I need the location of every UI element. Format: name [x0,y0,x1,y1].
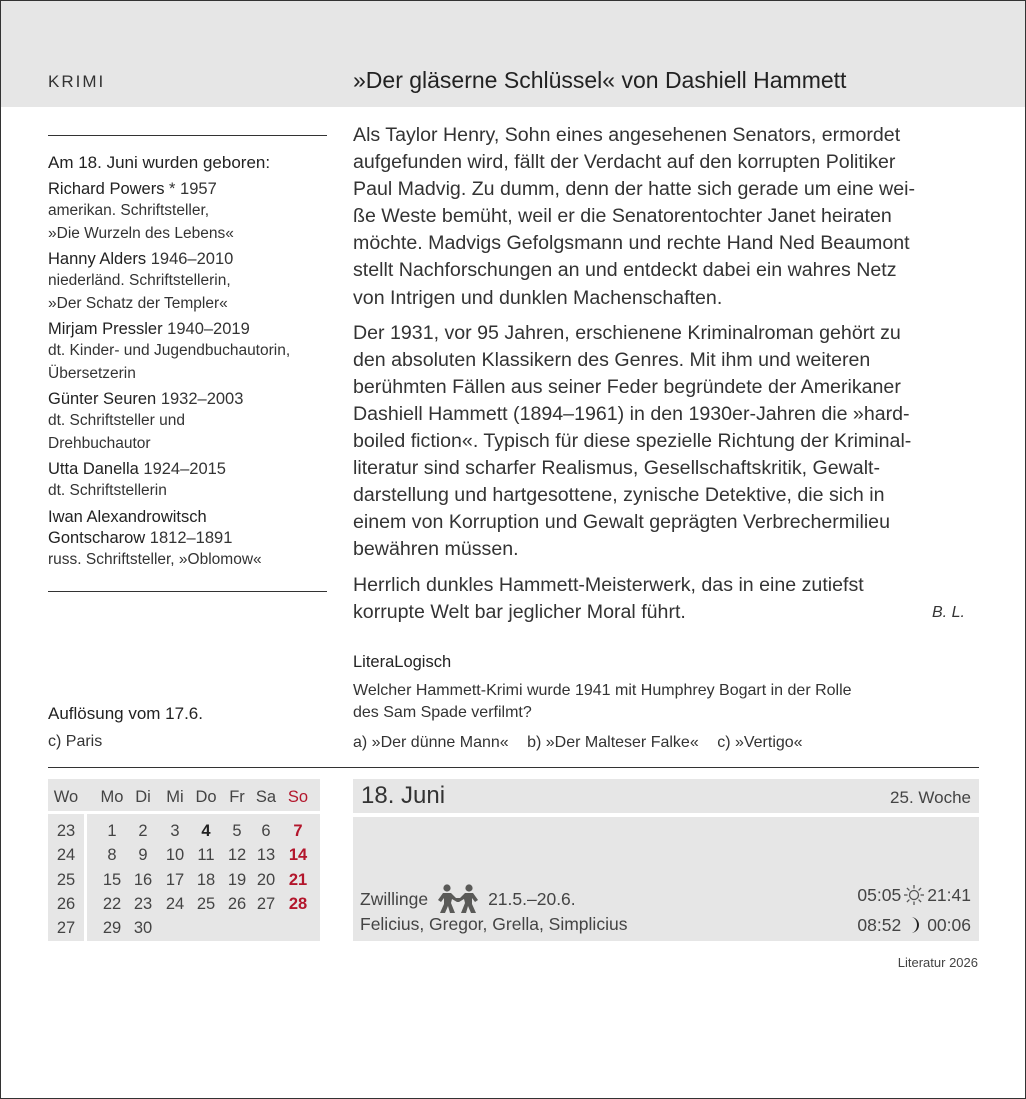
calendar-week-row [48,843,320,867]
article-line: berühmten Fällen aus seiner Feder begründete der Amerikaner [353,375,901,398]
article-line: aufgefunden wird, fällt der Verdacht auf den korrupten Politiker [353,151,896,174]
person-name: Richard Powers [48,180,165,198]
person-description: russ. Schriftsteller, »Oblomow« [48,550,262,568]
birth-entry [48,249,338,315]
article-line: boiled fiction«. Typisch für diese spezielle Richtung der Kriminal- [353,430,912,453]
zodiac-line [360,884,576,914]
quiz-question [353,680,973,724]
calendar-day: 14 [288,846,308,865]
day-details [353,817,979,941]
weekday-header: Wo [53,788,79,806]
weekday-header: Do [195,788,217,806]
calendar-week-row [48,916,320,940]
births-list [48,179,338,571]
weekday-header: Fr [229,788,245,806]
calendar-day: 8 [107,846,117,865]
births-section [48,152,338,575]
name-days: Felicius, Gregor, Grella, Simplicius [360,914,628,934]
birth-name-line [48,528,338,549]
weekday-header: Sa [255,788,277,806]
article-line: von Intrigen und dunklen Machenschaften. [353,286,723,309]
person-name: Mirjam Pressler [48,320,163,338]
month-calendar [48,779,320,941]
weekday-header: Mi [166,788,184,806]
quiz-section [353,652,973,724]
article-paragraph [353,122,983,312]
person-name: Hanny Alders [48,250,147,268]
page-title: »Der gläserne Schlüssel« von Dashiell Hammett [353,67,847,93]
calendar-day: 23 [133,894,153,913]
calendar-day: 10 [165,846,185,865]
calendar-day: 9 [138,846,148,865]
birth-entry [48,179,338,245]
person-name: Gontscharow [48,528,146,547]
birth-name-line [48,319,338,340]
article [353,122,983,634]
divider-bottom [48,591,327,592]
weekday-header: Mo [100,788,124,806]
article-line: darstellung und hartgesottene, zynische Detektive, die sich in [353,484,885,507]
divider-calendar [48,767,979,768]
article-line: Dashiell Hammett (1894–1961) in den 1930er-Jahren die »hard- [353,402,910,425]
week-number-cell: 27 [56,919,76,938]
calendar-day: 28 [288,894,308,913]
author-initials: B. L. [932,604,965,621]
article-line: bewähren müssen. [353,538,519,561]
week-number-cell: 24 [56,846,76,865]
birth-name-line [48,507,338,528]
article-line: ße Weste bemüht, weil er die Senatorentochter Janet heiraten [353,205,892,228]
calendar-day: 17 [165,870,185,889]
calendar-header-divider [48,811,320,814]
moon-times [857,914,971,936]
calendar-day: 2 [138,822,148,840]
calendar-week-row [48,819,320,843]
sunrise-time: 05:05 [857,884,902,905]
article-line: den absoluten Klassikern des Genres. Mit ihm und weiteren [353,348,871,371]
person-dates: 1940–2019 [162,320,250,338]
calendar-day: 29 [102,919,122,938]
weekday-header: So [287,788,309,806]
person-dates: 1946–2010 [146,250,234,268]
quiz-answer-c: c) »Vertigo« [717,734,803,751]
solution-value: c) Paris [48,733,103,750]
quiz-question-line: des Sam Spade verfilmt? [353,704,532,721]
quiz-question-line: Welcher Hammett-Krimi wurde 1941 mit Humphrey Bogart in der Rolle [353,682,852,699]
zodiac-range: 21.5.–20.6. [488,888,576,909]
weekday-header: Di [135,788,151,806]
article-line: Als Taylor Henry, Sohn eines angesehenen Senators, ermordet [353,124,901,146]
birth-entry [48,528,338,572]
calendar-day: 30 [133,919,153,938]
calendar-day: 27 [256,894,276,913]
footer-label: Literatur 2026 [897,955,978,970]
week-number-cell: 25 [56,870,76,889]
article-paragraph [353,572,983,626]
week-number: 25. Woche [890,788,971,807]
moonset-time: 00:06 [927,914,971,935]
article-line: Paul Madvig. Zu dumm, denn der hatte sich gerade um eine wei- [353,178,915,201]
sun-icon [903,884,925,906]
calendar-header-row [48,785,320,809]
quiz-title: LiteraLogisch [353,653,452,671]
person-dates: 1924–2015 [138,460,226,478]
person-name: Iwan Alexandrowitsch [48,507,207,526]
calendar-day: 4 [201,822,211,840]
births-heading: Am 18. Juni wurden geboren: [48,153,271,172]
birth-name-line [48,459,338,480]
calendar-day: 22 [102,894,122,913]
moon-icon [903,914,925,936]
person-description: amerikan. Schriftsteller, [48,202,210,219]
sun-times [857,884,971,906]
person-description: dt. Kinder- und Jugendbuchautorin, [48,342,291,359]
calendar-week-row [48,868,320,892]
person-description: Drehbuchautor [48,434,151,452]
calendar-day: 15 [102,870,122,889]
article-line: literatur sind scharfer Realismus, Gesellschaftskritik, Gewalt- [353,457,881,480]
person-description: niederländ. Schriftstellerin, [48,272,231,289]
day-header [353,779,979,813]
calendar-week-row [48,892,320,916]
article-line: Der 1931, vor 95 Jahren, erschienene Kriminalroman gehört zu [353,321,901,344]
gemini-icon [434,884,482,914]
person-description: »Die Wurzeln des Lebens« [48,224,234,242]
week-number-cell: 23 [56,822,76,840]
article-line: stellt Nachforschungen an und entdeckt dabei ein wahres Netz [353,259,897,282]
person-description: dt. Schriftstellerin [48,482,167,499]
category-label: KRIMI [48,72,106,91]
zodiac-name: Zwillinge [360,888,429,909]
person-description: »Der Schatz der Templer« [48,294,228,312]
article-line: Herrlich dunkles Hammett-Meisterwerk, das in eine zutiefst [353,573,864,596]
calendar-day: 6 [261,822,271,840]
calendar-day: 25 [196,894,216,913]
birth-name-line [48,249,338,270]
birth-name-line [48,179,338,200]
calendar-day: 18 [196,870,216,889]
person-dates: * 1957 [164,180,217,198]
article-line: einem von Korruption und Gewalt geprägten Verbrechermilieu [353,511,890,534]
calendar-day: 21 [288,870,308,889]
divider-top [48,135,327,136]
person-description: Übersetzerin [48,364,136,382]
birth-entry [48,507,338,528]
calendar-day: 26 [227,894,247,913]
calendar-day: 13 [256,846,276,865]
article-paragraph [353,320,983,564]
person-description: dt. Schriftsteller und [48,412,185,429]
person-name: Utta Danella [48,460,139,478]
person-name: Günter Seuren [48,390,157,408]
article-line: korrupte Welt bar jeglicher Moral führt. [353,600,686,623]
birth-entry [48,389,338,455]
calendar-day: 3 [170,822,180,840]
calendar-day: 16 [133,870,153,889]
birth-entry [48,319,338,385]
birth-entry [48,459,338,503]
calendar-day: 20 [256,870,276,889]
person-dates: 1932–2003 [156,390,244,408]
sunset-time: 21:41 [927,884,971,905]
solution-title: Auflösung vom 17.6. [48,704,203,723]
calendar-day: 12 [227,846,247,865]
calendar-day: 24 [165,894,185,913]
birth-name-line [48,389,338,410]
quiz-answer-a: a) »Der dünne Mann« [353,734,509,751]
calendar-day: 1 [107,822,117,840]
moonrise-time: 08:52 [857,914,902,935]
calendar-day: 11 [197,846,215,865]
day-date: 18. Juni [361,782,446,809]
calendar-day: 5 [232,822,242,840]
quiz-answers [353,734,817,752]
quiz-answer-b: b) »Der Malteser Falke« [527,734,699,751]
article-line: möchte. Madvigs Gefolgsmann und rechte Hand Ned Beaumont [353,232,910,255]
person-dates: 1812–1891 [145,528,233,547]
calendar-day: 7 [293,822,303,840]
calendar-day: 19 [227,870,247,889]
week-number-cell: 26 [56,894,76,913]
